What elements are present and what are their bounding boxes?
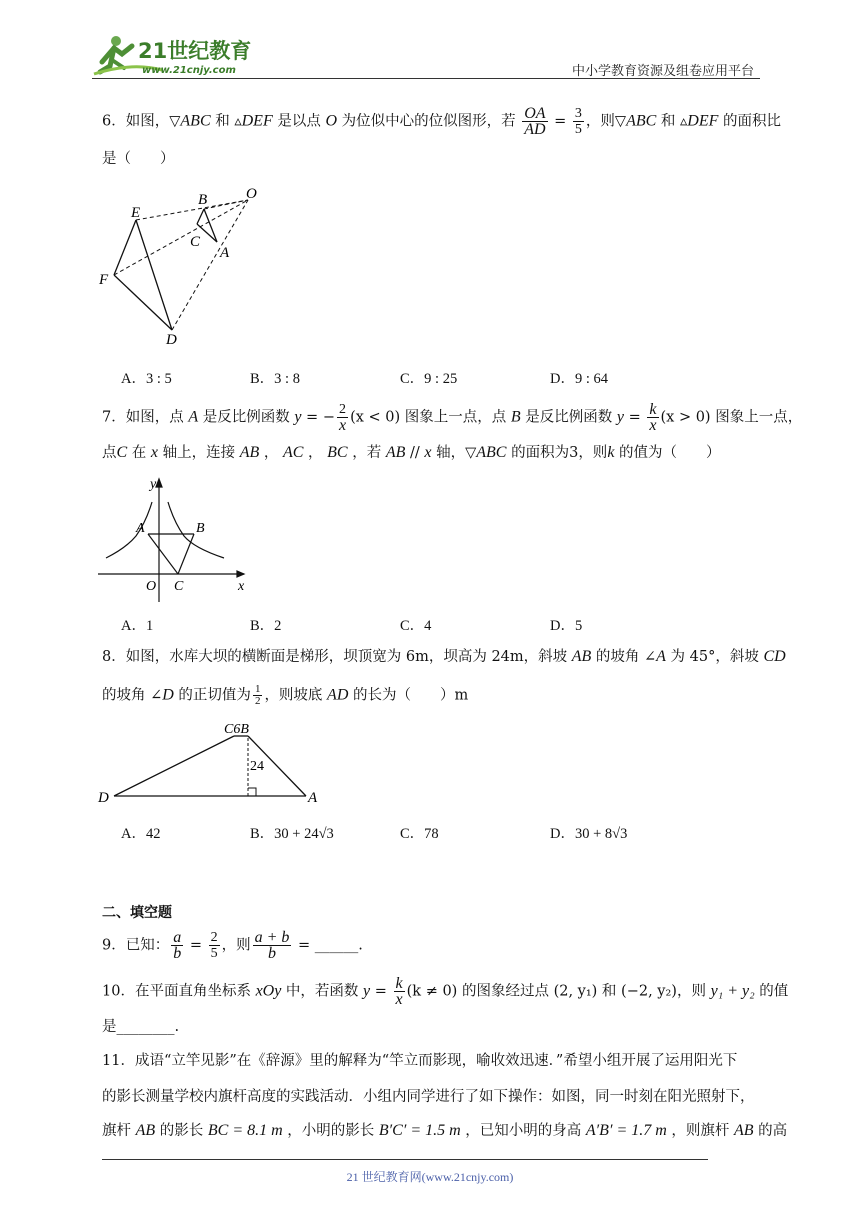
q6-line2: 是（ ） [102,151,175,167]
q8-line1: 8．如图，水库大坝的横断面是梯形，坝顶宽为 6m，坝高为 24m，斜坡 AB 的坡角 ∠A 为 45°，斜坡 CD [102,648,786,665]
label-F: F [99,272,109,288]
q6-figure [96,180,276,350]
label-A: A [308,790,318,806]
label-C: C [174,579,184,594]
header-slogan: 中小学教育资源及组卷应用平台 [571,64,754,79]
label-B: B [196,521,205,536]
label-C: C [190,234,201,250]
q7-option-a[interactable]: A．1 [121,618,154,634]
footer-divider [102,1159,708,1160]
q6-option-d[interactable]: D．9 : 64 [550,371,608,387]
q11-line2: 的影长测量学校内旗杆高度的实践活动．小组内同学进行了如下操作：如图，同一时刻在阳光照射下， [102,1089,755,1105]
q11-line3: 旗杆 AB 的影长 BC = 8.1 m ，小明的影长 B′C′ = 1.5 m ，已知小明的身高 A′B′ = 1.7 m ，则旗杆 AB 的高 [102,1122,788,1139]
label-height: 24 [250,759,264,774]
logo-text: 21世纪教育 [138,39,252,63]
q6-line1: 6．如图，▽ABC 和 ▵DEF 是以点 O 为位似中心的位似图形，若 $\frac{OA}{AD}$ = $\frac{3}{5}$ ，则▽ABC 和 ▵DEF 的面积比 [102,105,782,138]
q6-ratio: $\frac{OA}{AD}$ [524,105,546,138]
q7-option-d[interactable]: D．5 [550,618,583,634]
label-O: O [246,186,257,202]
q7-option-c[interactable]: C．4 [400,618,432,634]
label-B: B [198,192,208,208]
label-y-axis: y [150,477,157,492]
label-D: D [98,790,109,806]
q10-line1: 10．在平面直角坐标系 xOy 中，若函数 y = $\frac{k}{x}$ (k ≠ 0) 的图象经过点 (2, y₁) 和 (−2, y₂)，则 y₁ + y₂ 的值 [102,975,789,1008]
q8-option-c[interactable]: C．78 [400,826,439,842]
footer-link[interactable]: 21 世纪教育网(www.21cnjy.com) [346,1170,514,1184]
q7-option-b[interactable]: B．2 [250,618,282,634]
page-header [92,32,760,78]
header-divider [92,78,760,79]
label-O: O [146,579,157,594]
q6-option-a[interactable]: A．3 : 5 [121,371,172,387]
q6-option-b[interactable]: B．3 : 8 [250,371,300,387]
q8-option-b[interactable]: B．30 + 24√3 [250,826,334,842]
q8-option-a[interactable]: A．42 [121,826,161,842]
q7-line1: 7．如图，点 A 是反比例函数 y = − $\frac{2}{x}$ (x < 0) 图象上一点，点 B 是反比例函数 y = $\frac{k}{x}$ (x > 0) 图象上一点， [102,401,803,434]
q9-answer-blank[interactable]: = ______. [293,937,363,954]
site-logo [92,32,262,78]
q10-line2[interactable]: 是________. [102,1019,180,1035]
label-A: A [220,245,230,261]
q7-figure [96,474,256,604]
section-fill-in-title: 二、填空题 [102,905,172,921]
q8-figure [96,716,336,806]
label-x-axis: x [238,579,245,594]
q9-line: 9．已知： $\frac{a}{b}$ = $\frac{2}{5}$ ，则 $\frac{a + b}{b}$ = ______. [102,929,363,962]
logo-url: www.21cnjy.com [142,65,236,76]
q6-option-c[interactable]: C．9 : 25 [400,371,458,387]
q11-line1: 11．成语“立竿见影”在《辞源》里的解释为“竿立而影现，喻收效迅速．”希望小组开展了运用阳光下 [102,1053,738,1069]
label-D: D [166,332,177,348]
q8-line2: 的坡角 ∠D 的正切值为 $\frac{1}{2}$ ，则坡底 AD 的长为（ ）m [102,683,469,707]
q7-line2: 点C 在 x 轴上，连接 AB ， AC ， BC ，若 AB // x 轴，▽ABC 的面积为3，则k 的值为（ ） [102,444,721,461]
label-C6B: C6B [224,722,249,737]
label-E: E [131,205,141,221]
label-A: A [136,521,145,536]
q8-option-d[interactable]: D．30 + 8√3 [550,826,628,842]
